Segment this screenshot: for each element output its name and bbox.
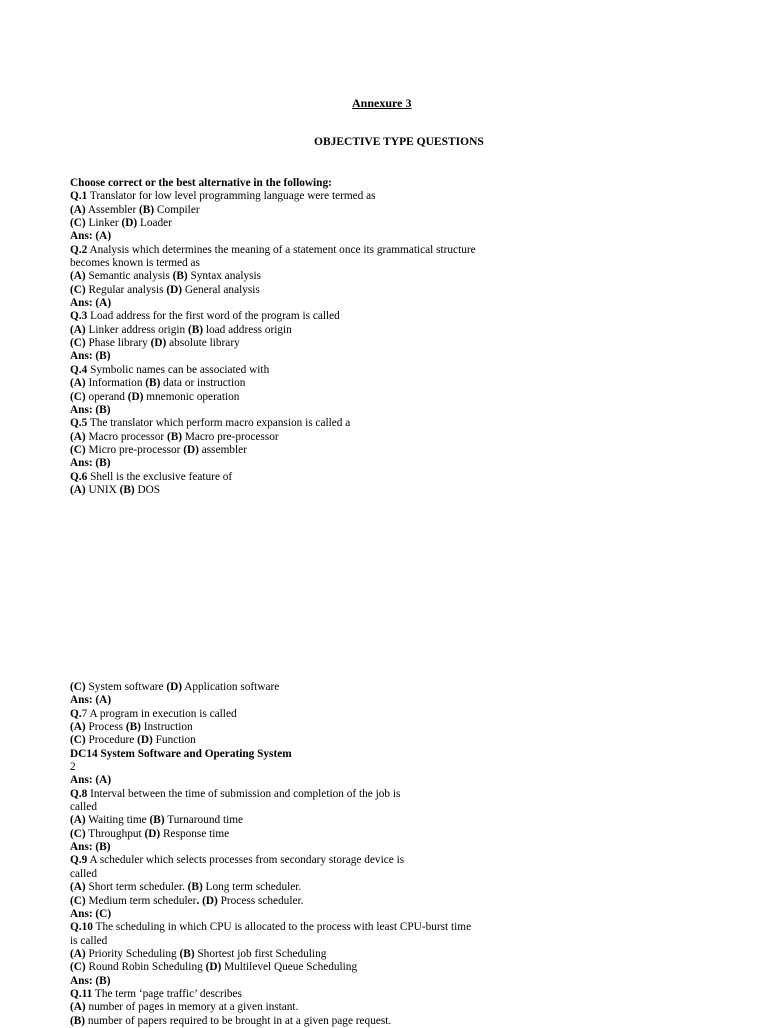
bold-run: (B) bbox=[187, 881, 203, 894]
bold-run: Q. bbox=[70, 707, 82, 720]
bold-run: (B) bbox=[166, 430, 182, 443]
text-run: Loader bbox=[137, 217, 172, 230]
text-line bbox=[70, 828, 510, 841]
bold-run: (D) bbox=[137, 734, 153, 747]
text-line bbox=[70, 377, 510, 390]
text-line bbox=[70, 244, 510, 257]
bold-run: (C) bbox=[70, 390, 86, 403]
text-line bbox=[70, 444, 510, 457]
text-run: UNIX bbox=[85, 483, 120, 496]
bold-run: Q.10 bbox=[70, 921, 93, 934]
text-run: Information bbox=[85, 377, 146, 390]
bold-run: (A) bbox=[70, 947, 86, 960]
bold-run: (A) bbox=[70, 721, 86, 734]
text-run: 2 bbox=[70, 761, 76, 774]
text-line bbox=[70, 908, 510, 921]
bold-run: (B) bbox=[139, 203, 155, 216]
bold-run: (C) bbox=[70, 734, 86, 747]
bold-run: Ans: (B) bbox=[70, 974, 111, 987]
text-run: absolute library bbox=[166, 337, 240, 350]
text-run: Syntax analysis bbox=[187, 270, 262, 283]
bold-run: (A) bbox=[70, 377, 86, 390]
bold-run: Ans: (B) bbox=[70, 841, 111, 854]
bold-run: (A) bbox=[70, 270, 86, 283]
text-run: Medium term scheduler bbox=[85, 894, 197, 907]
text-line bbox=[70, 948, 510, 961]
text-line bbox=[70, 230, 510, 243]
text-line bbox=[70, 310, 510, 323]
text-line bbox=[70, 217, 510, 230]
text-line bbox=[70, 961, 510, 974]
annexure-heading: Annexure 3 bbox=[352, 96, 412, 110]
text-run: Micro pre-processor bbox=[85, 443, 184, 456]
bold-run: (D) bbox=[121, 217, 138, 230]
text-run: 7 A program in execution is called bbox=[81, 707, 237, 720]
bold-run: Q.1 bbox=[70, 190, 88, 203]
text-run: Symbolic names can be associated with bbox=[87, 363, 270, 376]
bold-run: (D) bbox=[166, 283, 183, 296]
text-run: Instruction bbox=[140, 721, 193, 734]
text-line bbox=[70, 391, 510, 404]
bold-run: Ans: (A) bbox=[70, 694, 112, 707]
text-line bbox=[70, 337, 510, 350]
bold-run: Q.8 bbox=[70, 787, 88, 800]
text-run: assembler bbox=[198, 443, 247, 456]
question-block-bottom bbox=[70, 681, 510, 1028]
bold-run: (D) bbox=[144, 827, 161, 840]
bold-run: (D) bbox=[166, 681, 183, 693]
bold-run: (C) bbox=[70, 894, 86, 907]
bold-run: Q.3 bbox=[70, 310, 88, 323]
bold-run: (C) bbox=[70, 961, 86, 974]
bold-run: (D) bbox=[127, 390, 144, 403]
text-run: Turnaround time bbox=[164, 814, 244, 827]
text-run: Priority Scheduling bbox=[85, 947, 180, 960]
text-line bbox=[70, 681, 510, 694]
bold-run: Ans: (B) bbox=[70, 403, 111, 416]
text-run: Linker bbox=[85, 217, 122, 230]
text-run: Waiting time bbox=[85, 814, 150, 827]
text-run: number of papers required to be brought in at a given page request. bbox=[85, 1014, 392, 1027]
text-run: Macro processor bbox=[85, 430, 167, 443]
text-run: Regular analysis bbox=[85, 283, 167, 296]
text-run: System software bbox=[85, 681, 167, 693]
bold-run: . bbox=[196, 894, 200, 907]
bold-run: Choose correct or the best alternative in the following: bbox=[70, 177, 332, 189]
bold-run: (D) bbox=[150, 337, 167, 350]
text-run: Multilevel Queue Scheduling bbox=[221, 961, 358, 974]
text-run: Long term scheduler. bbox=[202, 881, 302, 894]
text-run: becomes known is termed as bbox=[70, 257, 200, 270]
bold-run: (B) bbox=[119, 483, 135, 496]
text-run: Process bbox=[85, 721, 126, 734]
text-line bbox=[70, 350, 510, 363]
bold-run: (A) bbox=[70, 1001, 86, 1014]
bold-run: (A) bbox=[70, 814, 86, 827]
bold-run: Ans: (C) bbox=[70, 907, 112, 920]
text-run: Shell is the exclusive feature of bbox=[87, 470, 233, 483]
bold-run: Q.6 bbox=[70, 470, 88, 483]
text-line bbox=[70, 1015, 510, 1028]
text-run: The term ‘page traffic’ describes bbox=[92, 987, 242, 1000]
bold-run: (C) bbox=[70, 283, 86, 296]
text-line bbox=[70, 404, 510, 417]
text-line bbox=[70, 854, 510, 867]
bold-run: Ans: (B) bbox=[70, 457, 111, 470]
text-line bbox=[70, 935, 510, 948]
text-run: Translator for low level programming language were termed as bbox=[87, 190, 376, 203]
text-line bbox=[70, 177, 510, 190]
bold-run: (B) bbox=[125, 721, 141, 734]
text-line bbox=[70, 257, 510, 270]
bold-run: (C) bbox=[70, 337, 86, 350]
bold-run: (B) bbox=[145, 377, 161, 390]
text-line bbox=[70, 774, 510, 787]
bold-run: (C) bbox=[70, 681, 86, 693]
bold-run: (B) bbox=[187, 323, 204, 336]
text-run: Function bbox=[152, 734, 196, 747]
text-run: Analysis which determines the meaning of a statement once its grammatical structure bbox=[87, 243, 476, 256]
text-run: Phase library bbox=[85, 337, 151, 350]
text-line bbox=[70, 297, 510, 310]
text-run: The translator which perform macro expansion is called a bbox=[87, 417, 351, 430]
bold-run: DC14 System Software and Operating System bbox=[70, 747, 292, 760]
text-line bbox=[70, 788, 510, 801]
text-run: Semantic analysis bbox=[85, 270, 173, 283]
bold-run: Q.5 bbox=[70, 417, 88, 430]
bold-run: (C) bbox=[70, 827, 86, 840]
text-run: mnemonic operation bbox=[143, 390, 240, 403]
text-run: Interval between the time of submission and completion of the job is bbox=[87, 787, 401, 800]
bold-run: (D) bbox=[183, 443, 199, 456]
text-run: Assembler bbox=[85, 203, 140, 216]
text-line bbox=[70, 748, 510, 761]
bold-run: (D) bbox=[202, 894, 218, 907]
text-run: Round Robin Scheduling bbox=[85, 961, 206, 974]
text-line bbox=[70, 975, 510, 988]
bold-run: (D) bbox=[205, 961, 222, 974]
text-run: Macro pre-processor bbox=[182, 430, 279, 443]
text-run: load address origin bbox=[203, 323, 292, 336]
text-line bbox=[70, 895, 510, 908]
text-line bbox=[70, 270, 510, 283]
text-run: data or instruction bbox=[160, 377, 246, 390]
bold-run: (A) bbox=[70, 881, 86, 894]
bold-run: (C) bbox=[70, 217, 86, 230]
text-line bbox=[70, 814, 510, 827]
text-line bbox=[70, 190, 510, 203]
text-line bbox=[70, 324, 510, 337]
text-run: Linker address origin bbox=[85, 323, 188, 336]
bold-run: Ans: (A) bbox=[70, 230, 112, 243]
text-run: Short term scheduler. bbox=[85, 881, 188, 894]
bold-run: Q.9 bbox=[70, 854, 88, 867]
text-line bbox=[70, 484, 510, 497]
bold-run: Q.2 bbox=[70, 243, 88, 256]
text-line bbox=[70, 841, 510, 854]
text-run: number of pages in memory at a given instant. bbox=[85, 1001, 299, 1014]
section-title: OBJECTIVE TYPE QUESTIONS bbox=[314, 136, 484, 148]
text-line bbox=[70, 417, 510, 430]
text-run: DOS bbox=[134, 483, 161, 496]
bold-run: Ans: (A) bbox=[70, 774, 112, 787]
bold-run: (A) bbox=[70, 203, 86, 216]
text-line bbox=[70, 868, 510, 881]
text-run: Application software bbox=[182, 681, 280, 693]
text-line bbox=[70, 457, 510, 470]
text-line bbox=[70, 761, 510, 774]
text-line bbox=[70, 694, 510, 707]
bold-run: (B) bbox=[172, 270, 188, 283]
bold-run: Ans: (A) bbox=[70, 297, 112, 310]
bold-run: Ans: (B) bbox=[70, 350, 111, 363]
text-run: General analysis bbox=[182, 283, 260, 296]
text-run: Shortest job first Scheduling bbox=[194, 947, 327, 960]
text-line bbox=[70, 431, 510, 444]
bold-run: (C) bbox=[70, 443, 86, 456]
text-run: Process scheduler. bbox=[217, 894, 304, 907]
text-line bbox=[70, 364, 510, 377]
text-line bbox=[70, 471, 510, 484]
text-line bbox=[70, 284, 510, 297]
text-run: A scheduler which selects processes from secondary storage device is bbox=[87, 854, 405, 867]
text-run: Procedure bbox=[85, 734, 138, 747]
text-run: operand bbox=[85, 390, 128, 403]
bold-run: Q.11 bbox=[70, 987, 93, 1000]
text-line bbox=[70, 881, 510, 894]
text-line bbox=[70, 921, 510, 934]
text-run: called bbox=[70, 867, 97, 880]
text-line bbox=[70, 801, 510, 814]
bold-run: Q.4 bbox=[70, 363, 88, 376]
text-line bbox=[70, 988, 510, 1001]
bold-run: (B) bbox=[70, 1014, 86, 1027]
text-run: The scheduling in which CPU is allocated to the process with least CPU-burst time bbox=[92, 921, 472, 934]
text-run: Load address for the first word of the program is called bbox=[87, 310, 340, 323]
bold-run: (B) bbox=[149, 814, 165, 827]
text-run: Throughput bbox=[85, 827, 145, 840]
text-line bbox=[70, 708, 510, 721]
bold-run: (B) bbox=[179, 947, 195, 960]
text-line bbox=[70, 1001, 510, 1014]
bold-run: (A) bbox=[70, 430, 86, 443]
bold-run: (A) bbox=[70, 483, 86, 496]
text-run: Compiler bbox=[154, 203, 200, 216]
question-block-top bbox=[70, 177, 510, 497]
text-line bbox=[70, 721, 510, 734]
text-line bbox=[70, 204, 510, 217]
text-run: called bbox=[70, 801, 97, 814]
text-run: Response time bbox=[160, 827, 230, 840]
text-line bbox=[70, 734, 510, 747]
text-run: is called bbox=[70, 934, 108, 947]
bold-run: (A) bbox=[70, 323, 86, 336]
